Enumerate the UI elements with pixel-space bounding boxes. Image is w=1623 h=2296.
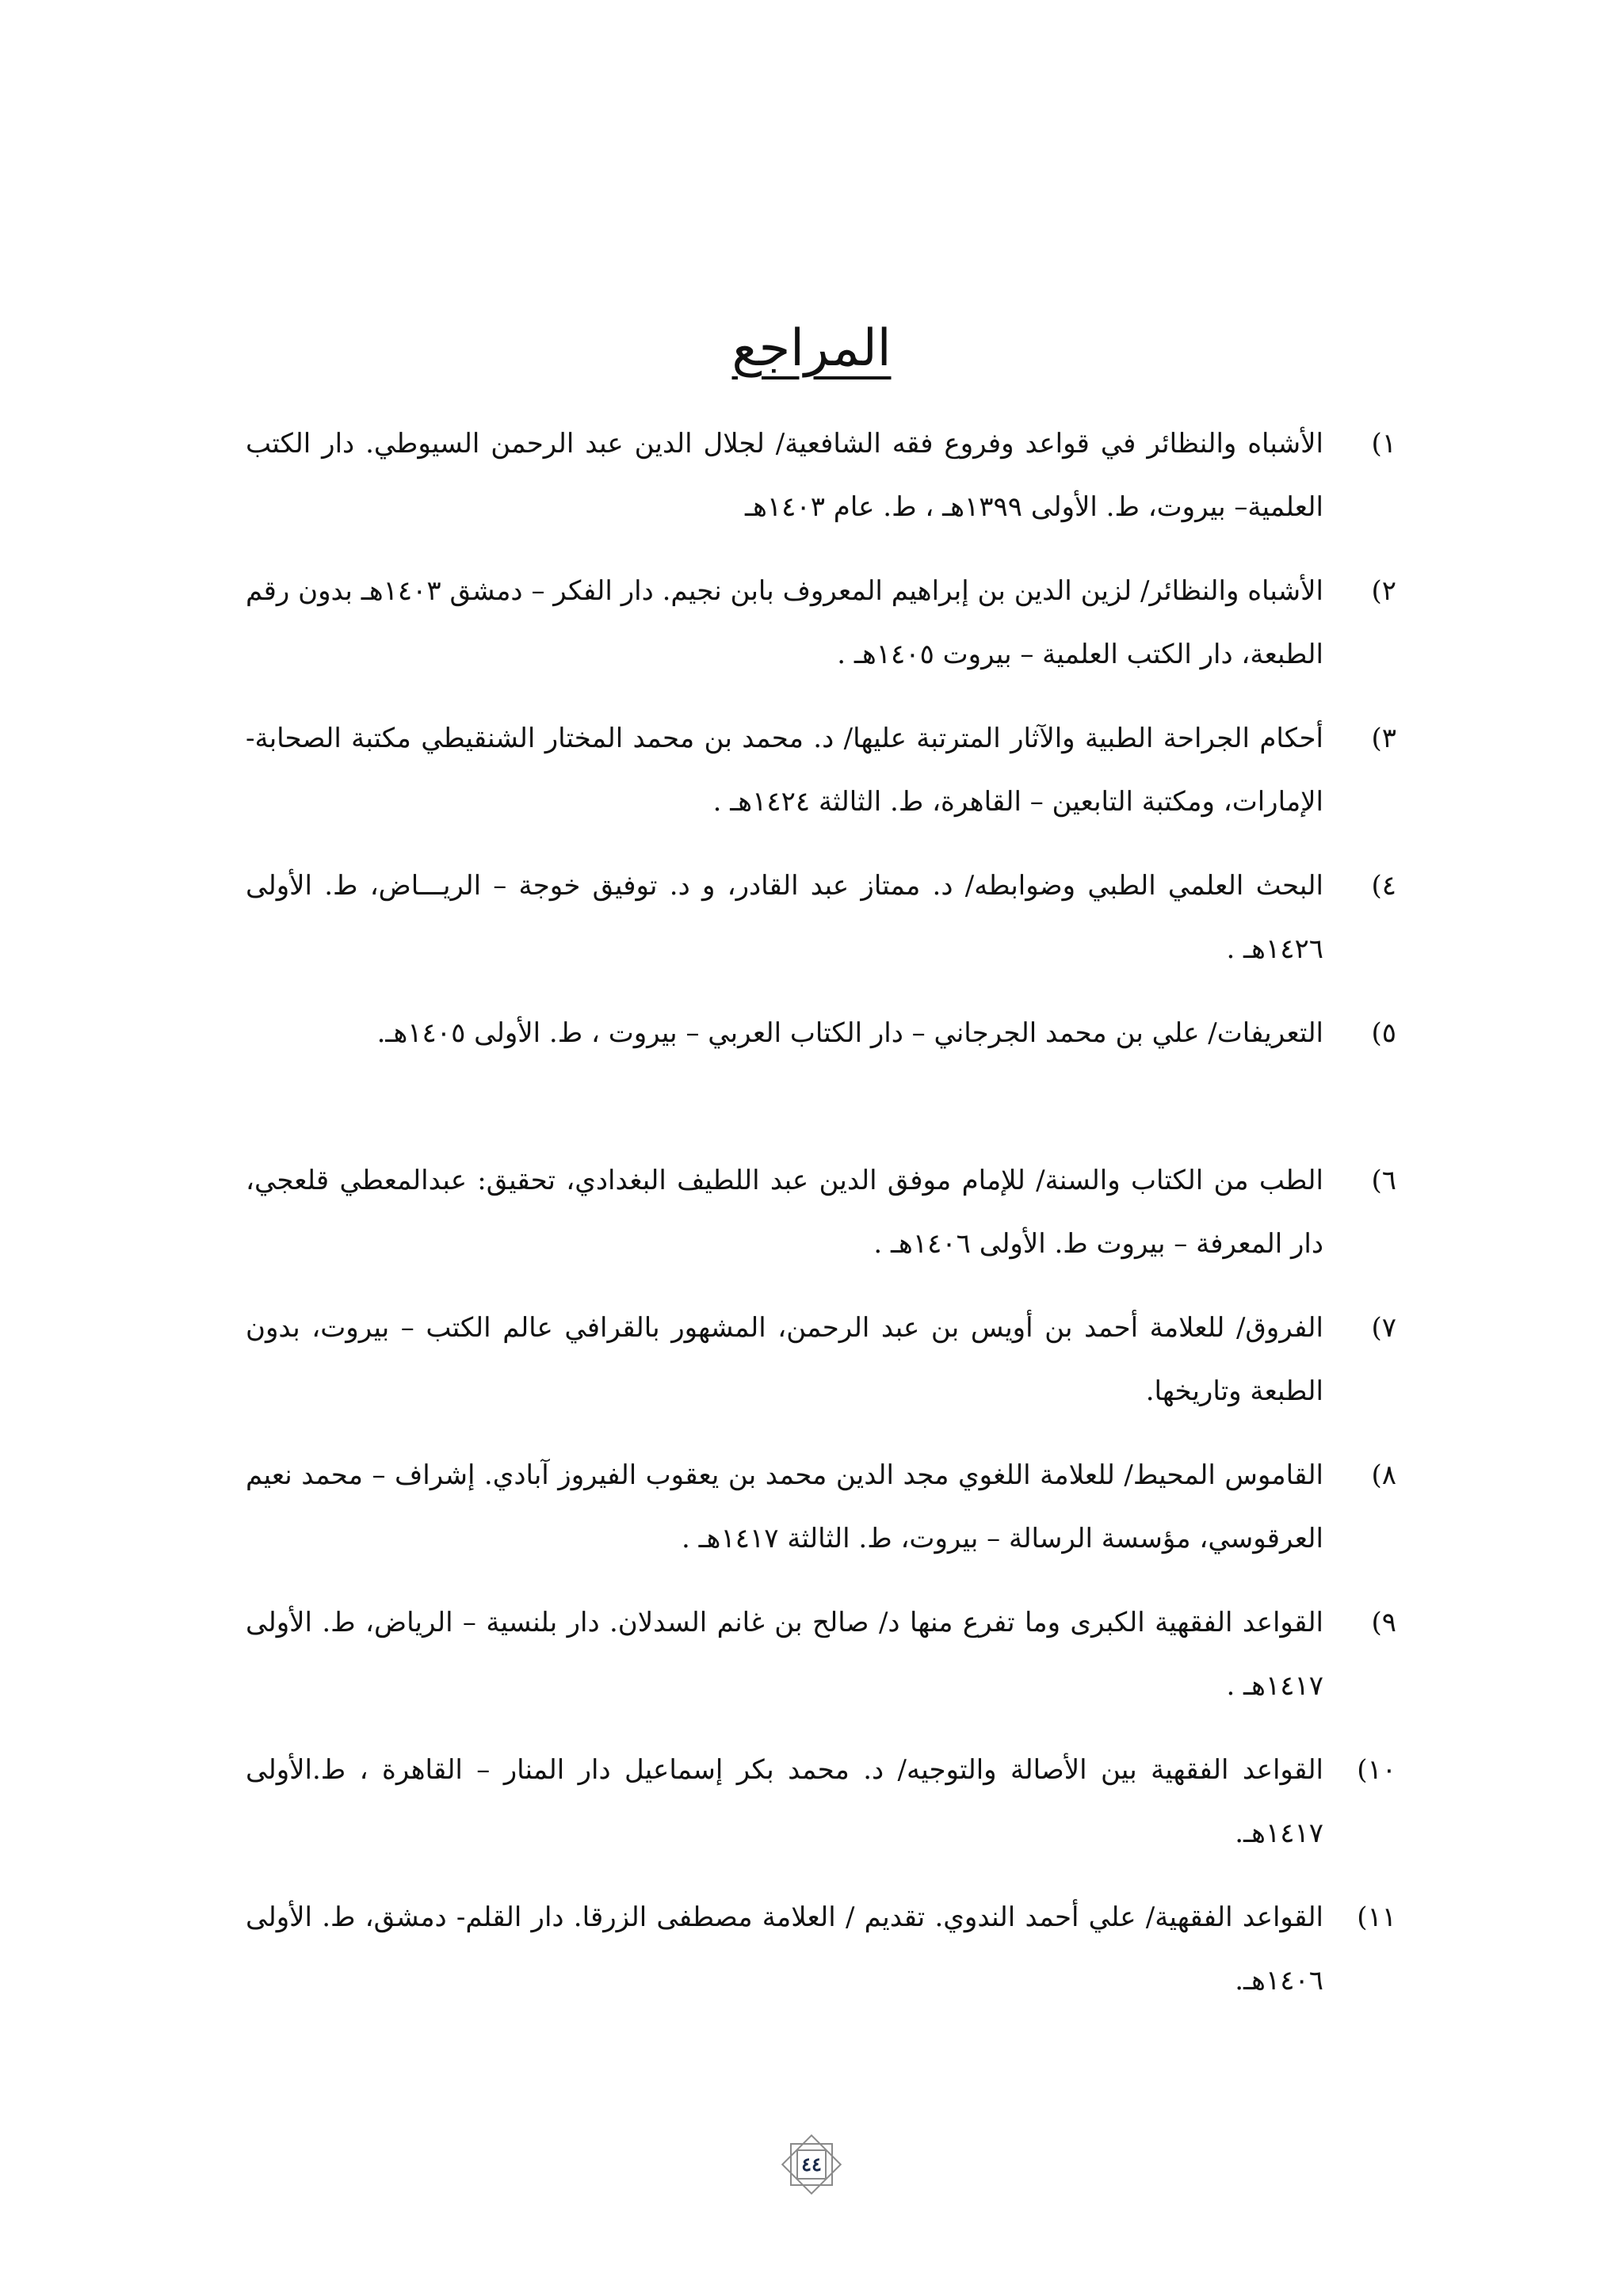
- reference-number: ٨): [1371, 1459, 1396, 1491]
- reference-text: أحكام الجراحة الطبية والآثار المترتبة عليها/ د. محمد بن محمد المختار الشنقيطي مكتبة الصحابة- الإمارات، ومكتبة التابعين – القاهرة، ط. الثالثة ١٤٢٤هـ .: [246, 723, 1323, 818]
- page-title: المراجع: [731, 319, 892, 378]
- reference-number: ١١): [1357, 1901, 1396, 1933]
- reference-item: [246, 1149, 1396, 1296]
- page-number: ٤٤: [801, 2153, 822, 2176]
- reference-text: القاموس المحيط/ للعلامة اللغوي مجد الدين محمد بن يعقوب الفيروز آبادي. إشراف – محمد نعيم العرقوسي، مؤسسة الرسالة – بيروت، ط. الثالثة ١٤١٧هـ .: [246, 1459, 1323, 1554]
- reference-text: الطب من الكتاب والسنة/ للإمام موفق الدين عبد اللطيف البغدادي، تحقيق: عبدالمعطي قلعجي، دار المعرفة – بيروت ط. الأولى ١٤٠٦هـ .: [246, 1165, 1323, 1260]
- reference-item: [246, 1591, 1396, 1738]
- reference-number: ١): [1371, 428, 1396, 460]
- reference-number: ٥): [1371, 1017, 1396, 1049]
- references-list: [246, 412, 1396, 2033]
- reference-item: [246, 559, 1396, 707]
- reference-item: [246, 1738, 1396, 1886]
- reference-text: الفروق/ للعلامة أحمد بن أويس بن عبد الرحمن، المشهور بالقرافي عالم الكتب – بيروت، بدون الطبعة وتاريخها.: [246, 1312, 1323, 1407]
- reference-number: ١٠): [1357, 1754, 1396, 1786]
- reference-text: البحث العلمي الطبي وضوابطه/ د. ممتاز عبد القادر، و د. توفيق خوجة – الريـــاض، ط. الأولى ١٤٢٦هـ .: [246, 870, 1323, 965]
- reference-number: ٢): [1371, 575, 1396, 607]
- reference-text: القواعد الفقهية بين الأصالة والتوجيه/ د. محمد بكر إسماعيل دار المنار – القاهرة ، ط.الأولى ١٤١٧هـ.: [246, 1754, 1323, 1849]
- reference-text: القواعد الفقهية/ علي أحمد الندوي. تقديم / العلامة مصطفى الزرقا. دار القلم- دمشق، ط. الأولى ١٤٠٦هـ.: [246, 1901, 1323, 1997]
- reference-item: [246, 412, 1396, 559]
- reference-text: الأشباه والنظائر في قواعد وفروع فقه الشافعية/ لجلال الدين عبد الرحمن السيوطي. دار الكتب العلمية– بيروت، ط. الأولى ١٣٩٩هـ ، ط. عام ١٤٠٣هـ: [246, 428, 1323, 523]
- reference-item: [246, 1886, 1396, 2033]
- reference-item: [246, 707, 1396, 854]
- reference-item: [246, 1001, 1396, 1149]
- reference-number: ٣): [1371, 723, 1396, 754]
- reference-text: التعريفات/ علي بن محمد الجرجاني – دار الكتاب العربي – بيروت ، ط. الأولى ١٤٠٥هـ.: [376, 1017, 1323, 1049]
- reference-number: ٩): [1371, 1607, 1396, 1638]
- reference-text: القواعد الفقهية الكبرى وما تفرع منها د/ صالح بن غانم السدلان. دار بلنسية – الرياض، ط. الأولى ١٤١٧هـ .: [246, 1607, 1323, 1702]
- reference-item: [246, 1444, 1396, 1591]
- reference-item: [246, 854, 1396, 1001]
- reference-text: الأشباه والنظائر/ لزين الدين بن إبراهيم المعروف بابن نجيم. دار الفكر – دمشق ١٤٠٣هـ بدون رقم الطبعة، دار الكتب العلمية – بيروت ١٤٠٥هـ .: [246, 575, 1323, 670]
- reference-number: ٤): [1371, 870, 1396, 902]
- reference-number: ٧): [1371, 1312, 1396, 1344]
- reference-number: ٦): [1371, 1165, 1396, 1196]
- reference-item: [246, 1296, 1396, 1444]
